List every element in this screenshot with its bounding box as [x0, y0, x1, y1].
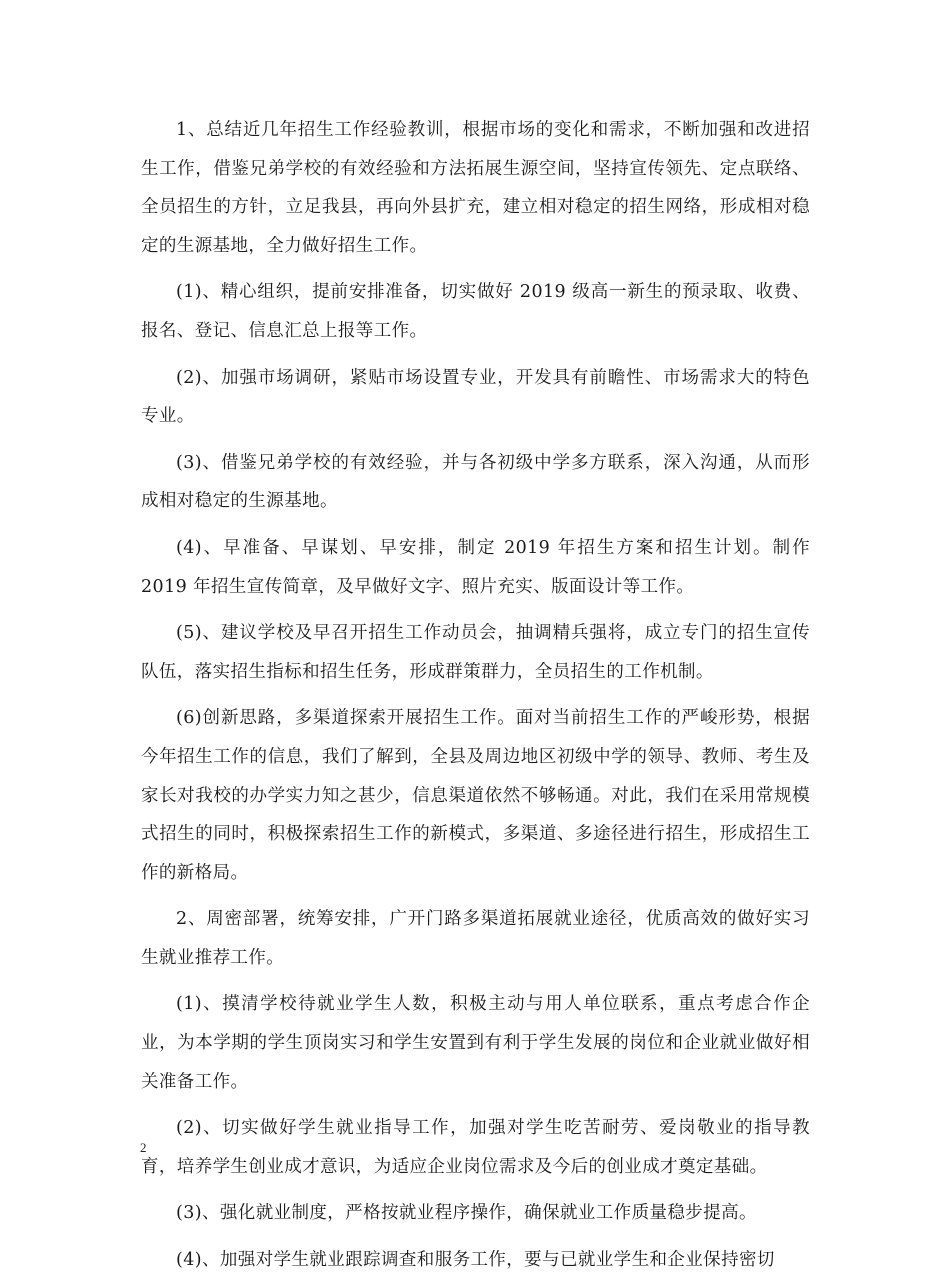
paragraph-item-1-1: (1)、精心组织，提前安排准备，切实做好 2019 级高一新生的预录取、收费、报名、登记、信息汇总上报等工作。 — [141, 282, 810, 341]
paragraph-item-1-5: (5)、建议学校及早召开招生工作动员会，抽调精兵强将，成立专门的招生宣传队伍，落实招生指标和招生任务，形成群策群力，全员招生的工作机制。 — [141, 623, 810, 682]
document-body — [141, 111, 810, 1288]
paragraph-item-1-3: (3)、借鉴兄弟学校的有效经验，并与各初级中学多方联系，深入沟通，从而形成相对稳定的生源基地。 — [141, 452, 810, 512]
paragraph-item-2-3: (3)、强化就业制度，严格按就业程序操作，确保就业工作质量稳步提高。 — [176, 1203, 757, 1224]
paragraph-item-2-4: (4)、加强对学生就业跟踪调查和服务工作，要与已就业学生和企业保持密切 — [176, 1250, 775, 1271]
paragraph-item-1-2: (2)、加强市场调研，紧贴市场设置专业，开发具有前瞻性、市场需求大的特色专业。 — [141, 367, 810, 427]
paragraph-item-2-2: (2)、切实做好学生就业指导工作，加强对学生吃苦耐劳、爱岗敬业的指导教育，培养学生创业成才意识，为适应企业岗位需求及今后的创业成才奠定基础。 — [141, 1118, 810, 1177]
page-number: 2 — [140, 1140, 147, 1155]
paragraph-item-2-1: (1)、摸清学校待就业学生人数，积极主动与用人单位联系，重点考虑合作企业，为本学期的学生顶岗实习和学生安置到有利于学生发展的岗位和企业就业做好相关准备工作。 — [141, 994, 810, 1092]
paragraph-item-1-6: (6)创新思路，多渠道探索开展招生工作。面对当前招生工作的严峻形势，根据今年招生工作的信息，我们了解到，全县及周边地区初级中学的领导、教师、考生及家长对我校的办学实力知之甚少，信息渠道依然不够畅通。对此，我们在采用常规模式招生的同时，积极探索招生工作的新模式，多渠道、多途径进行招生，形成招生工作的新格局。 — [141, 708, 810, 883]
paragraph-section-1: 1、总结近几年招生工作经验教训，根据市场的变化和需求，不断加强和改进招生工作，借鉴兄弟学校的有效经验和方法拓展生源空间，坚持宣传领先、定点联络、全员招生的方针，立足我县，再向外县扩充，建立相对稳定的招生网络，形成相对稳定的生源基地，全力做好招生工作。 — [141, 120, 810, 256]
paragraph-section-2: 2、周密部署，统筹安排，广开门路多渠道拓展就业途径，优质高效的做好实习生就业推荐工作。 — [141, 909, 810, 968]
paragraph-item-1-4: (4)、早准备、早谋划、早安排，制定 2019 年招生方案和招生计划。制作 2019 年招生宣传简章，及早做好文字、照片充实、版面设计等工作。 — [141, 537, 810, 597]
